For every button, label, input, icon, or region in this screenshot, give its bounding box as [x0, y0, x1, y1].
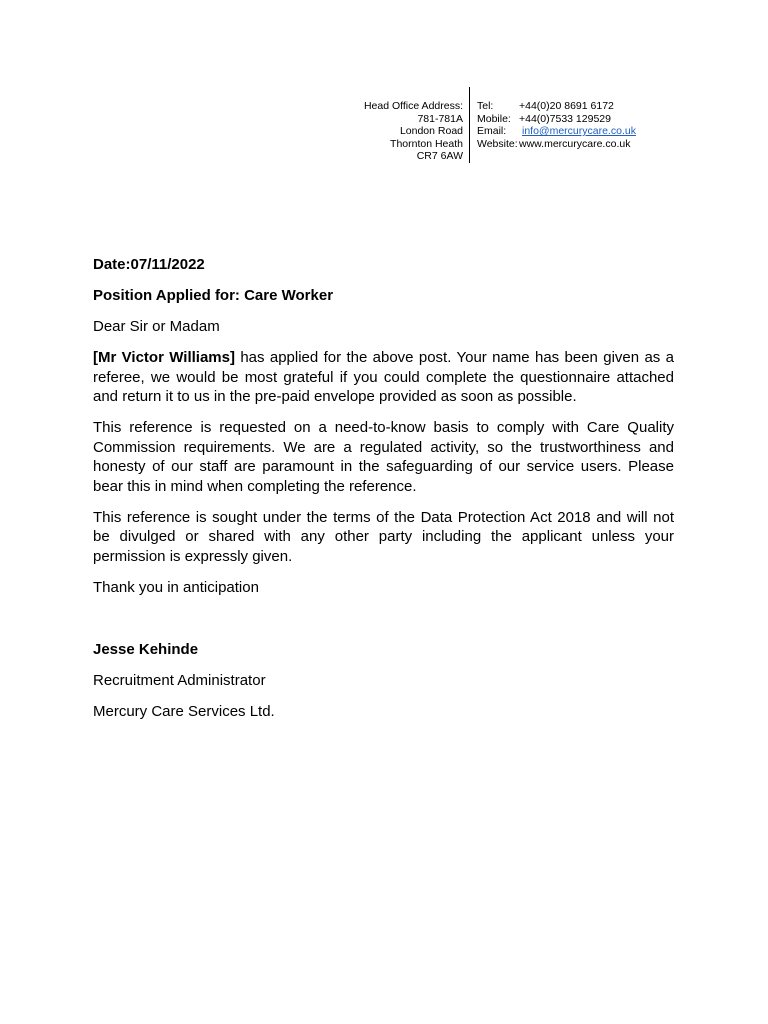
- signatory-name: Jesse Kehinde: [93, 640, 199, 658]
- paragraph-introduction-text: has applied for the above post. Your name has been given as a referee, we would be most grateful if you could complete the questionnaire attached and return it to us in the pre-paid envelope provided as soon as possible.: [93, 349, 674, 405]
- letterhead: [300, 87, 700, 163]
- signatory-title: Recruitment Administrator: [93, 671, 266, 689]
- letter-body: [93, 255, 674, 733]
- applicant-name: [Mr Victor Williams]: [93, 349, 235, 366]
- mobile-row: [477, 113, 636, 126]
- mobile-value: +44(0)7533 129529: [519, 112, 611, 125]
- salutation: Dear Sir or Madam: [93, 318, 220, 335]
- tel-row: [477, 100, 636, 113]
- signature-space: [93, 609, 674, 640]
- paragraph-purpose: This reference is requested on a need-to-know basis to comply with Care Quality Commission requirements. We are a regulated activity, so the trustworthiness and honesty of our staff are paramount in the safeguarding of our service users. Please bear this in mind when completing the reference.: [93, 419, 674, 495]
- tel-label: Tel:: [477, 100, 494, 112]
- paragraph-data-protection: This reference is sought under the terms of the Data Protection Act 2018 and will not be divulged or shared with any other party including the applicant unless your permission is expressly given.: [93, 508, 674, 565]
- mobile-label: Mobile:: [477, 112, 511, 125]
- address-line: London Road: [399, 125, 463, 137]
- website-row: [477, 138, 636, 151]
- contact-details: [477, 100, 636, 150]
- website-value: www.mercurycare.co.uk: [519, 137, 631, 150]
- address-heading: Head Office Address:: [363, 100, 463, 112]
- address-line: 781-781A: [417, 112, 463, 125]
- closing-line: Thank you in anticipation: [93, 578, 259, 596]
- email-link[interactable]: info@mercurycare.co.uk: [522, 125, 636, 137]
- email-label: Email:: [477, 125, 507, 137]
- letterhead-divider: [469, 87, 470, 163]
- paragraph-introduction: [93, 348, 674, 407]
- website-label: Website:: [477, 137, 518, 150]
- address-postcode: CR7 6AW: [416, 150, 463, 162]
- head-office-address: [364, 100, 463, 163]
- position-applied: Position Applied for: Care Worker: [93, 287, 334, 304]
- address-line: Thornton Heath: [390, 137, 463, 150]
- tel-value: +44(0)20 8691 6172: [519, 100, 614, 112]
- letter-date: Date:07/11/2022: [93, 256, 205, 273]
- company-name: Mercury Care Services Ltd.: [93, 702, 275, 720]
- email-row: [477, 125, 636, 138]
